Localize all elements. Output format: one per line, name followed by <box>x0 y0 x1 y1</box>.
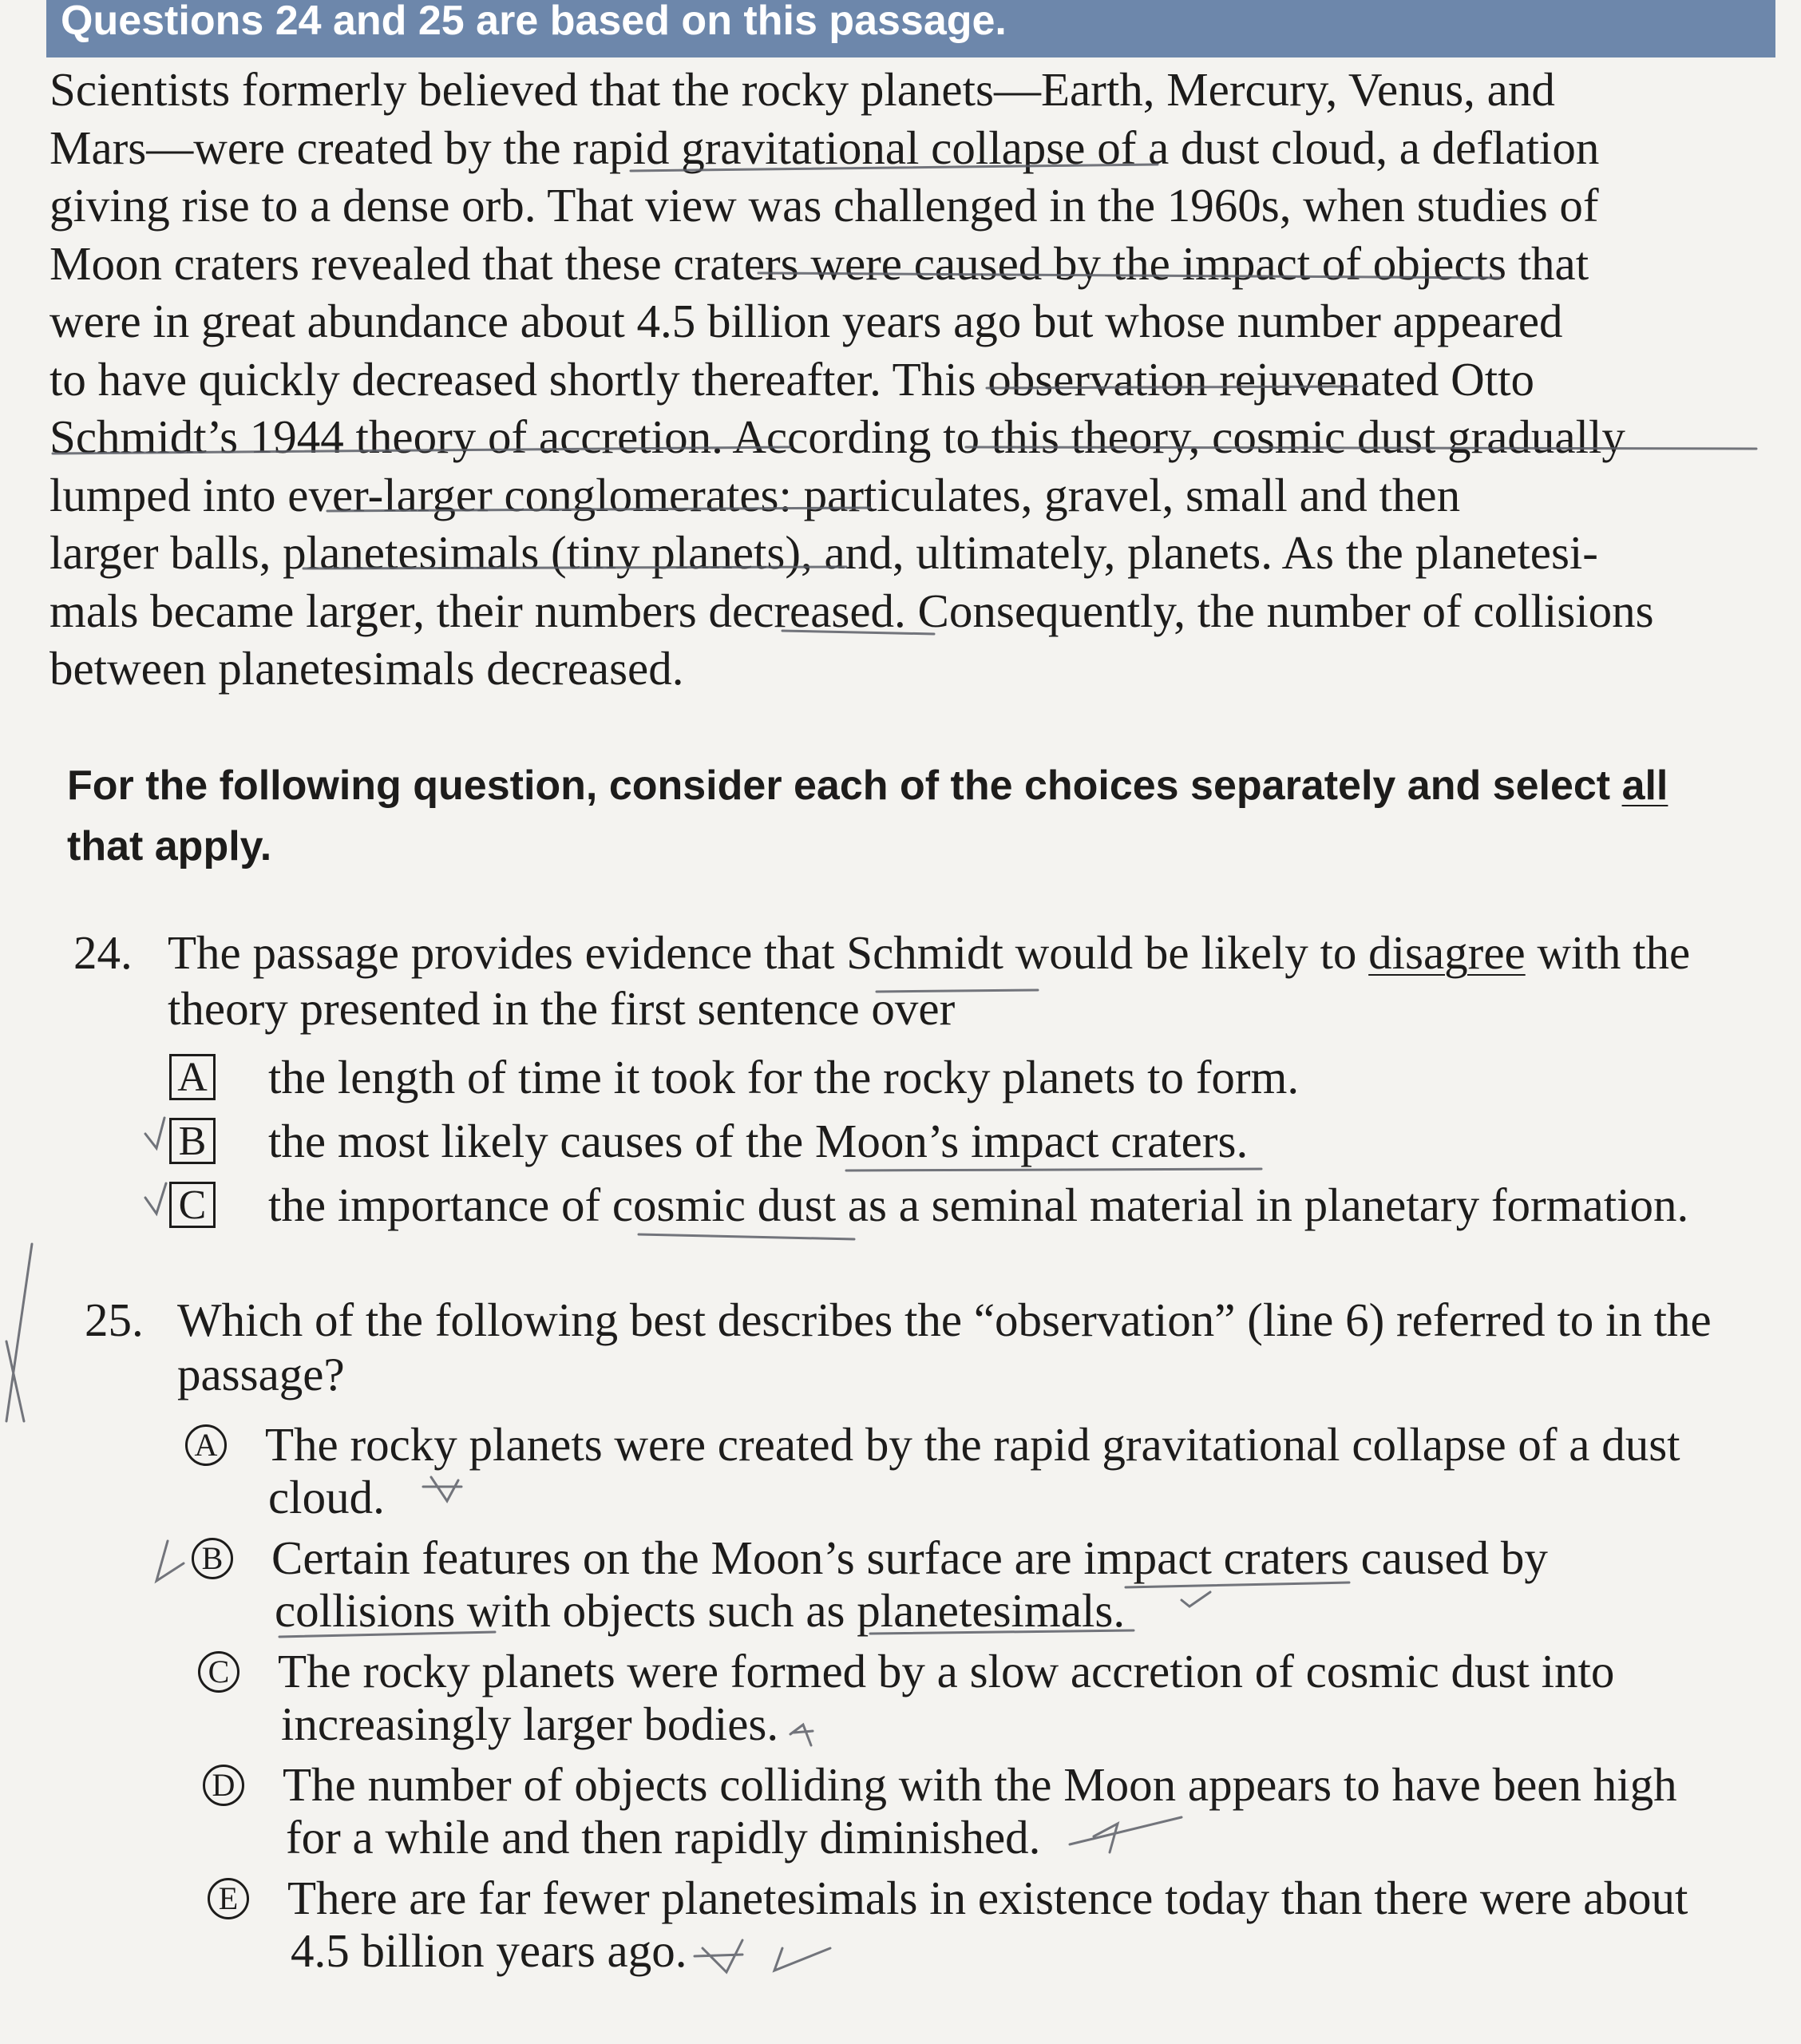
question-number: 24. <box>73 926 133 979</box>
passage-line: to have quickly decreased shortly thereafter. This observation rejuvenated Otto <box>49 352 1535 406</box>
radio-c[interactable]: C <box>198 1651 239 1693</box>
question-stem-line: passage? <box>177 1348 345 1400</box>
choice-text: for a while and then rapidly diminished. <box>286 1811 1041 1864</box>
checkbox-b[interactable]: B <box>169 1118 216 1164</box>
passage-header-title: Questions 24 and 25 are based on this passage. <box>61 0 1007 44</box>
check-mark-c <box>145 1183 166 1214</box>
underline-moons-craters <box>846 1169 1261 1171</box>
choice-text: Certain features on the Moon’s surface are impact craters caused by <box>271 1531 1548 1584</box>
choice-text: There are far fewer planetesimals in existence today than there were about <box>287 1872 1688 1924</box>
passage-line: Schmidt’s 1944 theory of accretion. According to this theory, cosmic dust gradually <box>49 410 1625 463</box>
select-all-instruction <box>67 755 1744 877</box>
passage-text <box>49 61 1782 698</box>
check-mark-e <box>774 1948 830 1971</box>
choice-text: 4.5 billion years ago. <box>291 1924 687 1977</box>
star-mark <box>695 1940 742 1972</box>
checkbox-a[interactable]: A <box>169 1054 216 1100</box>
instruction-text-end: that apply. <box>67 823 272 869</box>
choice-text: the importance of cosmic dust as a seminal material in planetary formation. <box>268 1178 1689 1231</box>
underline-cosmic-dust-q24 <box>639 1234 854 1239</box>
instruction-emphasis: all <box>1621 763 1668 809</box>
radio-d[interactable]: D <box>203 1765 244 1806</box>
choice-text: increasingly larger bodies. <box>281 1697 779 1750</box>
scribble-d <box>1070 1817 1182 1852</box>
choice-text: the most likely causes of the Moon’s impact craters. <box>268 1115 1249 1167</box>
question-24 <box>73 925 1782 1036</box>
disagree-emphasis: disagree <box>1368 926 1526 979</box>
passage-line: Moon craters revealed that these craters were caused by the impact of objects that <box>49 236 1589 290</box>
passage-header-bar <box>46 0 1775 57</box>
choice-text: The rocky planets were created by the rapid gravitational collapse of a dust <box>265 1418 1680 1471</box>
choice-text: The number of objects colliding with the Moon appears to have been high <box>283 1758 1677 1811</box>
question-25 <box>85 1292 1785 1404</box>
choice-text: The rocky planets were formed by a slow accretion of cosmic dust into <box>278 1645 1615 1697</box>
check-mark-b <box>145 1118 164 1148</box>
question-stem-line: The passage provides evidence that Schmidt would be likely to disagree with the <box>168 926 1691 979</box>
star-mark <box>790 1725 813 1745</box>
passage-line: between planetesimals decreased. <box>49 642 684 695</box>
checkbox-c[interactable]: C <box>169 1182 216 1228</box>
passage-line: giving rise to a dense orb. That view was challenged in the 1960s, when studies of <box>49 179 1599 232</box>
passage-line: mals became larger, their numbers decreased. Consequently, the number of collisions <box>49 584 1654 637</box>
passage-line: larger balls, planetesimals (tiny planets), and, ultimately, planets. As the planetesi- <box>49 526 1598 579</box>
passage-line: Mars—were created by the rapid gravitational collapse of a dust cloud, a deflation <box>49 121 1600 174</box>
tick-mark <box>1182 1592 1210 1606</box>
instruction-text: For the following question, consider each of the choices separately and select <box>67 763 1622 809</box>
passage-line: were in great abundance about 4.5 billion years ago but whose number appeared <box>49 295 1563 347</box>
choice-text: collisions with objects such as planetesimals. <box>275 1584 1126 1637</box>
check-mark-q25b <box>156 1541 184 1581</box>
passage-line: lumped into ever-larger conglomerates: particulates, gravel, small and then <box>49 468 1461 521</box>
question-number: 25. <box>85 1293 144 1346</box>
radio-a[interactable]: A <box>185 1424 227 1466</box>
radio-e[interactable]: E <box>208 1878 249 1919</box>
radio-b[interactable]: B <box>192 1538 233 1579</box>
passage-line: Scientists formerly believed that the rocky planets—Earth, Mercury, Venus, and <box>49 63 1555 116</box>
question-stem-line: theory presented in the first sentence over <box>168 982 956 1035</box>
margin-bracket <box>6 1244 32 1421</box>
star-mark <box>423 1477 461 1501</box>
choice-text: cloud. <box>268 1471 385 1523</box>
question-stem-line: Which of the following best describes the “observation” (line 6) referred to in the <box>177 1293 1712 1346</box>
choice-text: the length of time it took for the rocky planets to form. <box>268 1051 1300 1103</box>
